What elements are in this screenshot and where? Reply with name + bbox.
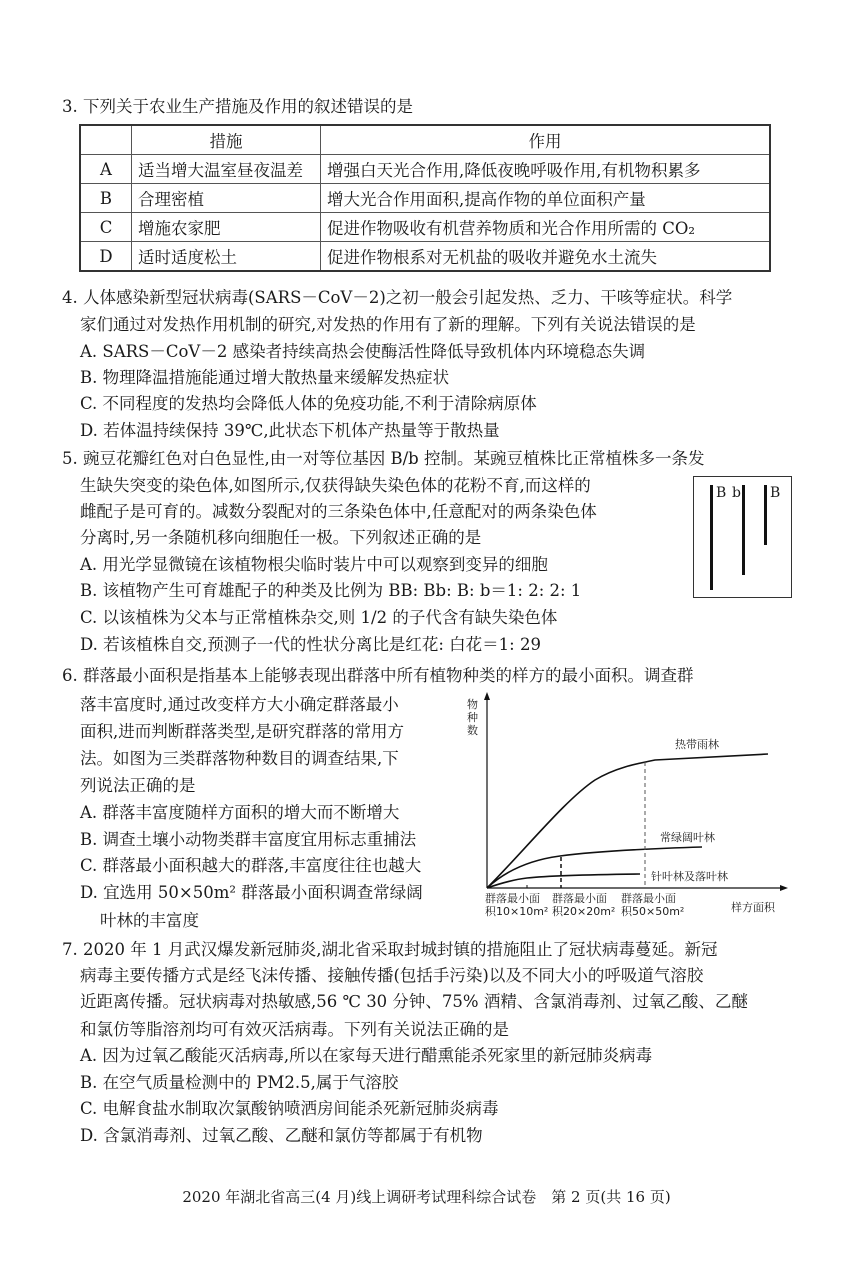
question-3-stem: 3. 下列关于农业生产措施及作用的叙述错误的是 (62, 97, 413, 116)
question-4-option-a: A. SARS－CoV－2 感染者持续高热会使酶活性降低导致机体内环境稳态失调 (80, 342, 646, 361)
question-6-stem-line: 面积,进而判断群落类型,是研究群落的常用方 (80, 722, 404, 741)
allele-label: B (716, 485, 727, 501)
table-cell: B (80, 184, 132, 213)
series-label: 针叶林及落叶林 (651, 870, 728, 883)
question-7-option-d: D. 含氯消毒剂、过氧乙酸、乙醚和氯仿等都属于有机物 (80, 1126, 483, 1145)
y-axis-label-char: 数 (467, 724, 478, 737)
question-5-stem-line: 5. 豌豆花瓣红色对白色显性,由一对等位基因 B/b 控制。某豌豆植株比正常植株多一条发 (62, 449, 705, 468)
series-label: 常绿阔叶林 (660, 831, 715, 844)
question-7-option-a: A. 因为过氧乙酸能灭活病毒,所以在家每天进行醋熏能杀死家里的新冠肺炎病毒 (80, 1046, 653, 1065)
species-area-chart (455, 690, 795, 930)
x-axis-arrow-icon (780, 885, 788, 891)
chromosome-3-deleted (764, 485, 767, 545)
table-cell: 增施农家肥 (132, 213, 321, 242)
question-6-stem-line: 6. 群落最小面积是指基本上能够表现出群落中所有植物种类的样方的最小面积。调查群 (62, 666, 694, 685)
question-6-option-b: B. 调查土壤小动物类群丰富度宜用标志重捕法 (80, 830, 417, 849)
x-tick-label: 积20×20m² (552, 905, 616, 918)
question-6-stem-line: 列说法正确的是 (80, 776, 196, 795)
x-axis-label: 样方面积 (731, 901, 775, 914)
table-row (80, 184, 770, 213)
question-5-stem-line: 生缺失突变的染色体,如图所示,仅获得缺失染色体的花粉不育,而这样的 (80, 476, 591, 495)
x-tick-label: 群落最小面 (485, 892, 540, 905)
question-7-stem-line: 7. 2020 年 1 月武汉爆发新冠肺炎,湖北省采取封城封镇的措施阻止了冠状病毒蔓延。新冠 (62, 940, 718, 959)
table-cell: 促进作物根系对无机盐的吸收并避免水土流失 (321, 242, 771, 272)
table-header-cell (80, 125, 132, 155)
question-4-stem-line: 4. 人体感染新型冠状病毒(SARS－CoV－2)之初一般会引起发热、乏力、干咳等症状。科学 (62, 288, 733, 307)
y-axis-arrow-icon (484, 692, 490, 700)
question-6-option-a: A. 群落丰富度随样方面积的增大而不断增大 (80, 803, 400, 822)
table-header-cell: 作用 (321, 125, 771, 155)
question-5-option-b: B. 该植物产生可育雄配子的种类及比例为 BB: Bb: B: b＝1: 2: 2: 1 (80, 581, 582, 600)
x-tick-label: 群落最小面 (552, 892, 607, 905)
question-5-option-d: D. 若该植株自交,预测子一代的性状分离比是红花: 白花＝1: 29 (80, 635, 541, 654)
table-cell: 适当增大温室昼夜温差 (132, 155, 321, 184)
question-4-stem-line: 家们通过对发热作用机制的研究,对发热的作用有了新的理解。下列有关说法错误的是 (80, 315, 696, 334)
table-cell: 促进作物吸收有机营养物质和光合作用所需的 CO₂ (321, 213, 771, 242)
question-6-option-d: D. 宜选用 50×50m² 群落最小面积调查常绿阔 (80, 883, 423, 902)
question-4-option-b: B. 物理降温措施能通过增大散热量来缓解发热症状 (80, 368, 450, 387)
series-line-tropical-rainforest (487, 754, 768, 888)
question-4-option-c: C. 不同程度的发热均会降低人体的免疫功能,不利于清除病原体 (80, 394, 537, 413)
table-row (80, 155, 770, 184)
chromosome-2 (742, 485, 745, 575)
question-5-stem-line: 分离时,另一条随机移向细胞任一极。下列叙述正确的是 (80, 528, 482, 547)
x-tick-label: 积50×50m² (621, 905, 685, 918)
y-axis-label-char: 物 (467, 698, 478, 711)
chromosome-figure (693, 476, 792, 598)
series-label: 热带雨林 (675, 738, 719, 751)
page-footer: 2020 年湖北省高三(4 月)线上调研考试理科综合试卷 第 2 页(共 16 页) (182, 1188, 671, 1206)
table-cell: 增大光合作用面积,提高作物的单位面积产量 (321, 184, 771, 213)
question-5-option-c: C. 以该植株为父本与正常植株杂交,则 1/2 的子代含有缺失染色体 (80, 608, 558, 627)
table-cell: A (80, 155, 132, 184)
question-7-option-c: C. 电解食盐水制取次氯酸钠喷洒房间能杀死新冠肺炎病毒 (80, 1099, 499, 1118)
x-tick-label: 积10×10m² (485, 905, 549, 918)
series-line-conifer-deciduous (487, 874, 640, 888)
question-6-stem-line: 法。如图为三类群落物种数目的调查结果,下 (80, 749, 399, 768)
question-7-stem-line: 病毒主要传播方式是经飞沫传播、接触传播(包括手污染)以及不同大小的呼吸道气溶胶 (80, 966, 704, 985)
question-6-option-c: C. 群落最小面积越大的群落,丰富度往往也越大 (80, 856, 422, 875)
table-header-cell: 措施 (132, 125, 321, 155)
question-6-option-d-cont: 叶林的丰富度 (100, 911, 199, 930)
table-cell: C (80, 213, 132, 242)
question-7-option-b: B. 在空气质量检测中的 PM2.5,属于气溶胶 (80, 1073, 399, 1092)
question-7-stem-line: 和氯仿等脂溶剂均可有效灭活病毒。下列有关说法正确的是 (80, 1020, 509, 1039)
table-header-row (80, 125, 770, 155)
allele-label: b (732, 485, 741, 501)
table-row (80, 213, 770, 242)
chromosome-1 (710, 485, 713, 590)
question-3-table (79, 124, 771, 272)
question-6-stem-line: 落丰富度时,通过改变样方大小确定群落最小 (80, 695, 399, 714)
table-cell: 增强白天光合作用,降低夜晚呼吸作用,有机物积累多 (321, 155, 771, 184)
table-cell: 适时适度松土 (132, 242, 321, 272)
question-7-stem-line: 近距离传播。冠状病毒对热敏感,56 ℃ 30 分钟、75% 酒精、含氯消毒剂、过氧乙酸、乙醚 (80, 992, 748, 1011)
question-5-option-a: A. 用光学显微镜在该植物根尖临时装片中可以观察到变异的细胞 (80, 555, 548, 574)
question-4-option-d: D. 若体温持续保持 39℃,此状态下机体产热量等于散热量 (80, 421, 500, 440)
x-tick-label: 群落最小面 (621, 892, 676, 905)
table-row (80, 242, 770, 272)
table-cell: D (80, 242, 132, 272)
table-cell: 合理密植 (132, 184, 321, 213)
y-axis-label-char: 种 (467, 711, 478, 724)
question-5-stem-line: 雌配子是可育的。减数分裂配对的三条染色体中,任意配对的两条染色体 (80, 502, 597, 521)
allele-label: B (770, 485, 781, 501)
